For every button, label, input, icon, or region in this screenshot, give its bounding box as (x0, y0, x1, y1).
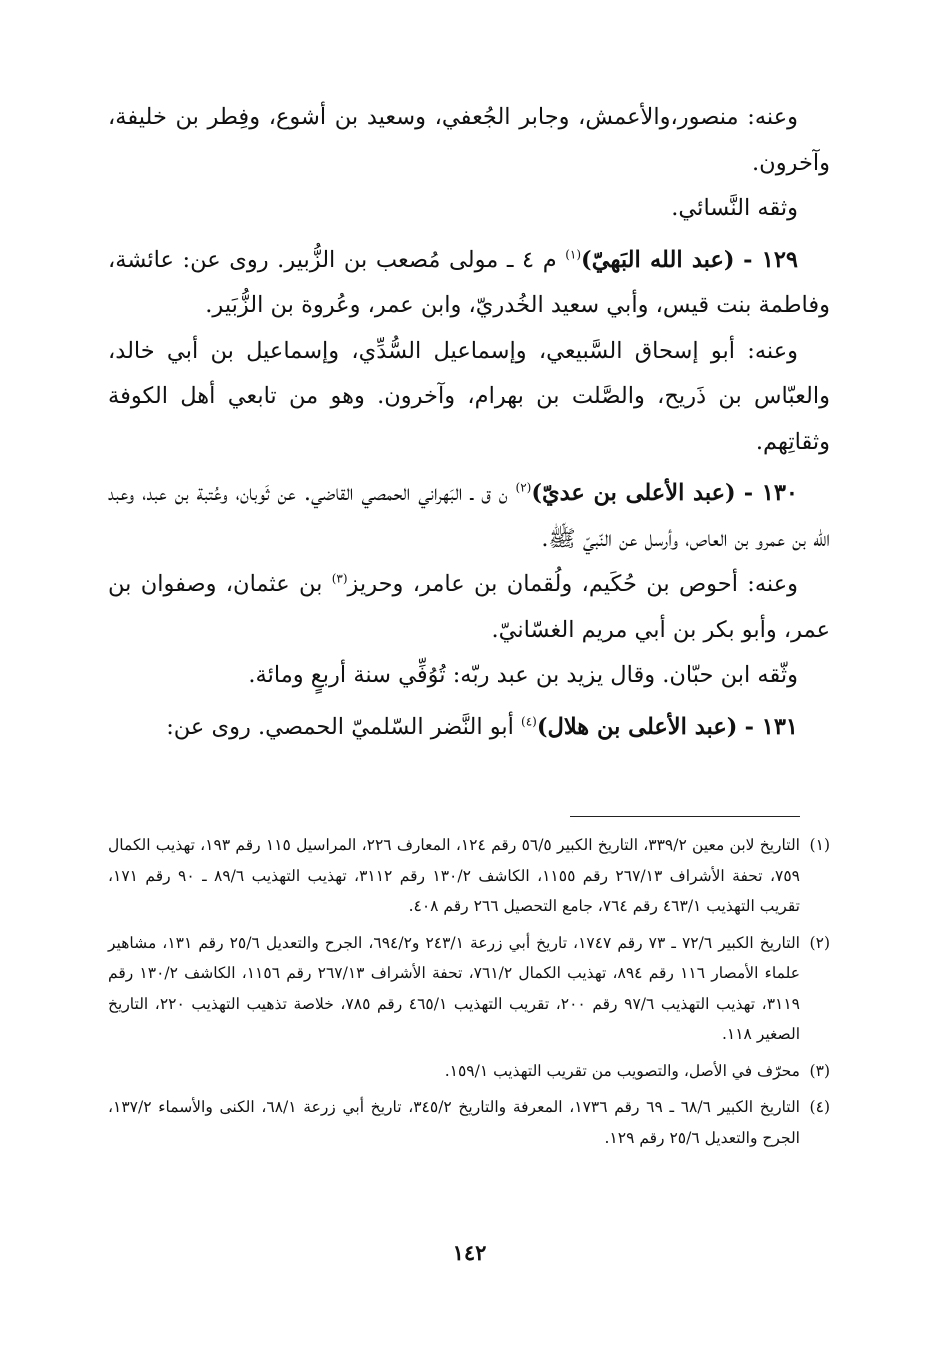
footnote-ref-4: (٤) (521, 714, 537, 728)
footnotes (108, 830, 830, 1159)
entry-129-name: (عبد الله البَهيّ) (581, 246, 735, 273)
entry-131-name: (عبد الأعلى بن هلال) (536, 713, 738, 740)
footnote-3 (108, 1056, 830, 1087)
footnote-text: التاريخ الكبير ٦٨/٦ ـ ٦٩ رقم ١٧٣٦، المعرفة والتاريخ ٣٤٥/٢، تاريخ أبي زرعة ٦٨/١، الكنى والأسماء ١٣٧/٢، الجرح والتعديل ٢٥/٦ رقم ١٢٩. (108, 1098, 800, 1147)
entry-131-text: أبو النَّضر السّلميّ الحمصي. روى عن: (166, 713, 522, 740)
entry-131 (108, 705, 830, 751)
footnote-ref-3: (٣) (331, 571, 348, 586)
entry-128-narrators: وعنه: منصور،والأعمش، وجابر الجُعفي، وسعيد بن أشوع، وفِطر بن خليفة، وآخرون. (108, 104, 830, 176)
entry-129-number: ١٢٩ - (743, 246, 799, 273)
footnote-text: التاريخ لابن معين ٣٣٩/٢، التاريخ الكبير ٥٦/٥ رقم ١٢٤، المعارف ٢٢٦، المراسيل ١١٥ رقم ١٩٣، تهذيب الكمال ٧٥٩، تحفة الأشراف ٢٦٧/١٣ رقم ١١٥٥، الكاشف ١٣٠/٢ رقم ٣١١٢، تهذيب التهذيب ٨٩/٦ ـ ٩٠ رقم ١٧١، تقريب التهذيب ٤٦٣/١ رقم ٧٦٤، جامع التحصيل ٢٦٦ رقم ٤٠٨. (108, 836, 800, 915)
entry-128-tawthiq: وثقه النَّسائي. (671, 195, 798, 221)
footnote-number: (٣) (809, 1061, 830, 1080)
entry-130-narrators (108, 562, 830, 653)
footnote-separator (570, 816, 800, 817)
footnote-ref-2: (٢) (515, 480, 532, 495)
entry-130-tawthiq: وثّقه ابن حبّان. وقال يزيد بن عبد ربّه: تُوُفِّي سنة أربعٍ ومائة. (248, 662, 798, 688)
footnote-number: (٢) (809, 933, 830, 952)
footnote-4 (108, 1092, 830, 1153)
footnote-ref-1: (١) (565, 247, 582, 261)
entry-130-narrators-b: بن عثمان، وصفوان بن عمر، وأبو بكر بن أبي مريم الغسّانيّ. (108, 571, 830, 643)
footnote-1 (108, 830, 830, 922)
page-number: ١٤٢ (452, 1240, 487, 1265)
entry-129-narrators: وعنه: أبو إسحاق السَّبيعي، وإسماعيل السُّدِّي، وإسماعيل بن أبي خالد، والعبّاس بن ذَريح، والصَّلت بن بهرام، وآخرون. وهو من تابعي أهل الكوفة وثقاتِهم. (108, 337, 830, 455)
entry-131-number: ١٣١ - (744, 713, 798, 740)
main-text (108, 95, 830, 750)
entry-130 (108, 471, 830, 562)
entry-130-text: ن ق ـ البَهراني الحمصي القاضي. عن ثَوبان، وعُتبة بن عبد، وعبد الله بن عمرو بن العاص، وأرسل عن النّبيّ ﷺ. (108, 480, 830, 552)
footnote-number: (١) (809, 836, 830, 854)
entry-130-name: (عبد الأعلى بن عديّ) (531, 480, 736, 506)
entry-130-number: ١٣٠ - (743, 480, 799, 506)
entry-129 (108, 238, 830, 329)
footnote-number: (٤) (809, 1098, 830, 1116)
entry-129-text: م ٤ ـ مولى مُصعب بن الزُّبير. روى عن: عائشة، وفاطمة بنت قيس، وأبي سعيد الخُدريّ، وابن عمر، وعُروة بن الزُّبَير. (108, 246, 830, 318)
footnote-text: التاريخ الكبير ٧٢/٦ ـ ٧٣ رقم ١٧٤٧، تاريخ أبي زرعة ٢٤٣/١ و٦٩٤/٢، الجرح والتعديل ٢٥/٦ رقم ١٣١، مشاهير علماء الأمصار ١١٦ رقم ٨٩٤، تهذيب الكمال ٧٦١/٢، تحفة الأشراف ٢٦٧/١٣ رقم ١١٥٦، الكاشف ١٣٠/٢ رقم ٣١١٩، تهذيب التهذيب ٩٧/٦ رقم ٢٠٠، تقريب التهذيب ٤٦٥/١ رقم ٧٨٥، خلاصة تذهيب التهذيب ٢٢٠، التاريخ الصغير ١١٨. (108, 933, 800, 1043)
footnote-text: محرّف في الأصل، والتصويب من تقريب التهذيب ١٥٩/١. (444, 1061, 800, 1080)
footnote-2 (108, 928, 830, 1050)
entry-130-narrators-a: وعنه: أحوص بن حُكَيم، ولُقمان بن عامر، وحريز (347, 571, 798, 597)
